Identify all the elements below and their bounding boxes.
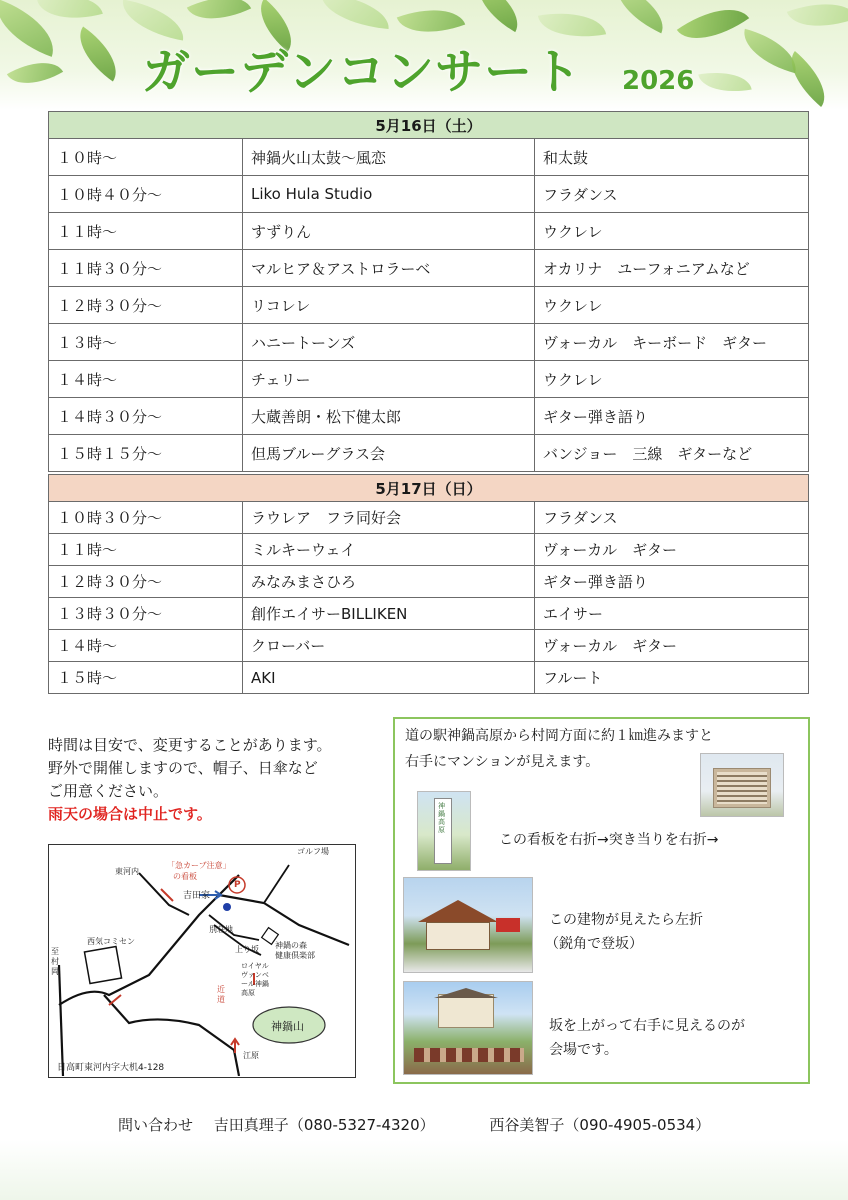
day2-header-row	[49, 475, 809, 502]
time-cell: １４時３０分～	[49, 398, 243, 435]
rain-cancel-note: 雨天の場合は中止です。	[48, 805, 212, 823]
time-cell: １４時～	[49, 630, 243, 662]
genre-cell: フラダンス	[535, 176, 809, 213]
time-cell: １１時～	[49, 534, 243, 566]
schedule-day1-table	[48, 111, 809, 472]
map-label-royal-2: ヴァンベ	[241, 971, 269, 979]
map-label-royal-4: 高原	[241, 989, 255, 997]
genre-cell: ウクレレ	[535, 361, 809, 398]
directions-box	[393, 717, 810, 1084]
table-row	[49, 502, 809, 534]
table-row	[49, 662, 809, 694]
time-cell: １０時～	[49, 139, 243, 176]
direction-step-1: この看板を右折→突き当りを右折→	[499, 832, 719, 848]
time-cell: １２時３０分～	[49, 566, 243, 598]
genre-cell: エイサー	[535, 598, 809, 630]
genre-cell: ヴォーカル ギター	[535, 630, 809, 662]
genre-cell: フルート	[535, 662, 809, 694]
map-label-bessou: 別荘地	[209, 925, 233, 934]
map-label-royal-3: ール神鍋	[241, 980, 269, 988]
genre-cell: ギター弾き語り	[535, 566, 809, 598]
table-row	[49, 534, 809, 566]
performer-cell: すずりん	[243, 213, 535, 250]
table-row	[49, 630, 809, 662]
performer-cell: 創作エイサーBILLIKEN	[243, 598, 535, 630]
map-parking-label: P	[234, 880, 241, 890]
performer-cell: マルヒア＆アストロラーベ	[243, 250, 535, 287]
chalet-photo	[403, 877, 533, 973]
time-cell: １４時～	[49, 361, 243, 398]
map-label-muraoka: 至村岡	[51, 947, 59, 976]
table-row	[49, 324, 809, 361]
direction-step-2b: （鋭角で登坂）	[545, 936, 643, 952]
table-row	[49, 139, 809, 176]
genre-cell: ヴォーカル ギター	[535, 534, 809, 566]
genre-cell: オカリナ ユーフォニアムなど	[535, 250, 809, 287]
day2-date-label: 5月17日（日）	[49, 475, 809, 502]
map-label-chikamichi: 近道	[217, 985, 225, 1004]
page-year: 2026	[622, 66, 695, 96]
performer-cell: ミルキーウェイ	[243, 534, 535, 566]
time-cell: １０時４０分～	[49, 176, 243, 213]
genre-cell: ウクレレ	[535, 213, 809, 250]
performer-cell: みなみまさひろ	[243, 566, 535, 598]
contact1-name: 吉田真理子	[213, 1116, 289, 1134]
map-label-health-1: 神鍋の森	[275, 941, 307, 950]
map-label-royal-1: ロイヤル	[241, 962, 269, 970]
map-label-nishi: 西気コミセン	[87, 937, 135, 946]
note-line-2: 野外で開催しますので、帽子、日傘など	[48, 759, 318, 777]
genre-cell: ヴォーカル キーボード ギター	[535, 324, 809, 361]
time-cell: １３時～	[49, 324, 243, 361]
time-cell: １１時～	[49, 213, 243, 250]
signboard-photo	[417, 791, 471, 871]
map-label-golf: ゴルフ場	[297, 847, 329, 856]
time-cell: １１時３０分～	[49, 250, 243, 287]
performer-cell: チェリー	[243, 361, 535, 398]
direction-line-2: 右手にマンションが見えます。	[405, 754, 600, 770]
performer-cell: ハニートーンズ	[243, 324, 535, 361]
table-row	[49, 598, 809, 630]
genre-cell: 和太鼓	[535, 139, 809, 176]
performer-cell: クローバー	[243, 630, 535, 662]
table-row	[49, 398, 809, 435]
performer-cell: 大蔵善朗・松下健太郎	[243, 398, 535, 435]
contact-footer	[118, 1114, 720, 1135]
map-label-nobori: 上り坂	[235, 945, 259, 954]
map-label-ebara: 江原	[243, 1051, 259, 1060]
direction-step-3a: 坂を上がって右手に見えるのが	[549, 1018, 745, 1034]
genre-cell: ウクレレ	[535, 287, 809, 324]
bottom-decoration	[0, 1140, 848, 1200]
table-row	[49, 435, 809, 472]
mansion-photo	[700, 753, 784, 817]
time-cell: １５時１５分～	[49, 435, 243, 472]
genre-cell: バンジョー 三線 ギターなど	[535, 435, 809, 472]
venue-photo	[403, 981, 533, 1075]
genre-cell: ギター弾き語り	[535, 398, 809, 435]
map-label-health-2: 健康倶楽部	[275, 951, 315, 960]
performer-cell: リコレレ	[243, 287, 535, 324]
page-title: ガーデンコンサート	[142, 44, 583, 100]
access-map	[48, 844, 356, 1078]
performer-cell: ラウレア フラ同好会	[243, 502, 535, 534]
time-cell: １５時～	[49, 662, 243, 694]
map-label-higashi-kouchi: 東河内	[115, 867, 139, 876]
table-row	[49, 287, 809, 324]
note-line-1: 時間は目安で、変更することがあります。	[48, 736, 332, 754]
table-row	[49, 361, 809, 398]
table-row	[49, 176, 809, 213]
direction-line-1: 道の駅神鍋高原から村岡方面に約１㎞進みますと	[405, 728, 713, 744]
time-cell: １０時３０分～	[49, 502, 243, 534]
direction-step-3b: 会場です。	[549, 1042, 618, 1058]
schedule-day2-table	[48, 474, 809, 694]
notes-block	[48, 734, 368, 826]
contact2-name: 西谷美智子	[489, 1116, 565, 1134]
performer-cell: AKI	[243, 662, 535, 694]
performer-cell: 神鍋火山太鼓～風恋	[243, 139, 535, 176]
performer-cell: Liko Hula Studio	[243, 176, 535, 213]
signboard-text: 神鍋高原	[438, 802, 445, 834]
contact-label: 問い合わせ	[118, 1116, 194, 1134]
map-label-curve-1: 「急カーブ注意」	[167, 861, 231, 870]
time-cell: １３時３０分～	[49, 598, 243, 630]
table-row	[49, 213, 809, 250]
note-line-3: ご用意ください。	[48, 782, 169, 800]
contact2-phone: （090-4905-0534）	[564, 1116, 711, 1134]
direction-step-2a: この建物が見えたら左折	[549, 912, 703, 928]
time-cell: １２時３０分～	[49, 287, 243, 324]
table-row	[49, 566, 809, 598]
genre-cell: フラダンス	[535, 502, 809, 534]
venue-address: 日高町東河内字大机4-128	[57, 1063, 165, 1073]
contact1-phone: （080-5327-4320）	[288, 1116, 435, 1134]
map-label-curve-2: の看板	[173, 872, 197, 881]
performer-cell: 但馬ブルーグラス会	[243, 435, 535, 472]
day1-header-row	[49, 112, 809, 139]
map-label-kannabe: 神鍋山	[271, 1020, 304, 1033]
day1-date-label: 5月16日（土）	[49, 112, 809, 139]
map-label-yoshida: 吉田家	[183, 891, 211, 901]
table-row	[49, 250, 809, 287]
